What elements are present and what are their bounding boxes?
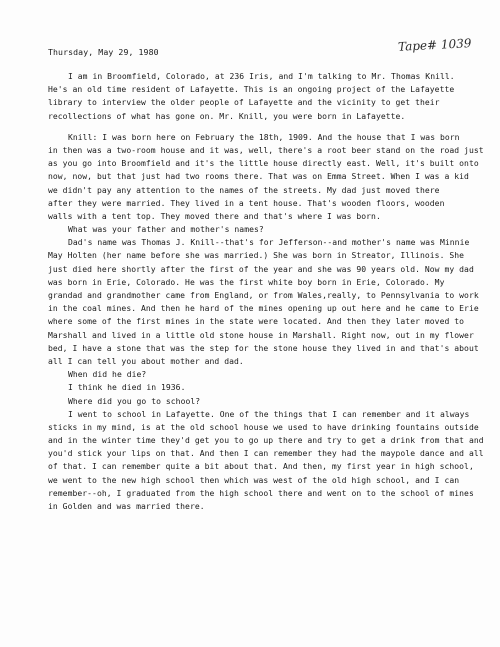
transcript-paragraph [48,70,478,123]
transcript-line: in Golden and was married there. [48,502,205,511]
transcript-line: walls with a tent top. They moved there and that's where I was born. [48,211,381,221]
transcript-line: Knill: I was born here on February the 18th, 1909. And the house that I was born [68,132,460,142]
transcript-line: May Holten (her name before she was married.) She was born in Streator, Illinois. She [48,251,465,261]
transcript-line: library to interview the older people of Lafayette and the vicinity to get their [48,98,440,108]
transcript-body [48,70,484,513]
transcript-line: all I can tell you about mother and dad. [48,356,244,366]
transcript-paragraph [48,131,484,223]
transcript-paragraph [48,408,484,514]
transcript-line: was born in Erie, Colorado. He was the first white boy born in Erie, Colorado. My [48,277,445,287]
transcript-line: Marshall and lived in a little old stone house in Marshall. Right now, out in my flower [48,330,474,340]
transcript-line: just died here shortly after the first of the year and she was 90 years old. Now my dad [48,264,474,274]
transcript-line: and in the winter time they'd get you to go up there and try to get a drink from that and [48,436,484,446]
transcript-paragraph [48,381,478,394]
transcript-paragraph [48,368,478,381]
transcript-line: we went to the new high school then which was west of the old high school, and I can [48,475,460,485]
transcript-line: in the coal mines. And then he hard of the mines opening up out here and he came to Erie [48,304,479,314]
transcript-line: sticks in my mind, is at the old school house we used to have drinking fountains outside [48,422,479,432]
transcript-line: Dad's name was Thomas J. Knill--that's for Jefferson--and mother's name was Minnie [68,238,470,248]
transcript-line: bed, I have a stone that was the step for the stone house they lived in and that's about [48,343,479,353]
interview-date: Thursday, May 29, 1980 [48,47,159,57]
transcript-line: What was your father and mother's names? [68,225,264,235]
transcript-line: of that. I can remember quite a bit about that. And then, my first year in high school, [48,462,474,472]
transcript-line: in then was a two-room house and it was, well, there's a root beer stand on the road just [48,145,484,155]
transcript-line: I went to school in Lafayette. One of the things that I can remember and it always [68,409,470,419]
tape-number-handwritten: Tape# 1039 [397,36,472,54]
transcript-line: as you go into Broomfield and it's the little house directly east. Well, it's built onto [48,159,479,169]
transcript-line: you'd stick your lips on that. And then I can remember they had the maypole dance and all [48,449,484,459]
transcript-paragraph [48,395,478,408]
transcript-line: we didn't pay any attention to the names of the streets. My dad just moved there [48,185,440,195]
transcript-line: recollections of what has gone on. Mr. Knill, you were born in Lafayette. [48,111,406,121]
transcript-paragraph [48,236,478,368]
transcript-line: where some of the first mines in the state were located. And then they later moved to [48,317,465,327]
transcript-line: I think he died in 1936. [68,383,186,393]
transcript-line: When did he die? [68,370,147,380]
transcript-line: Where did you go to school? [68,396,201,406]
transcript-paragraph [48,223,478,236]
transcript-line: after they were married. They lived in a tent house. That's wooden floors, wooden [48,198,445,208]
transcript-line: remember--oh, I graduated from the high school there and went on to the school of mines [48,488,474,498]
transcript-line: grandad and grandmother came from England, or from Wales,really, to Pennsylvania to work [48,291,479,300]
transcript-line: I am in Broomfield, Colorado, at 236 Iris, and I'm talking to Mr. Thomas Knill. [68,72,455,81]
transcript-line: now, now, but that just had two rooms there. That was on Emma Street. When I was a kid [48,172,469,182]
transcript-line: He's an old time resident of Lafayette. This is an ongoing project of the Lafayette [48,85,455,95]
